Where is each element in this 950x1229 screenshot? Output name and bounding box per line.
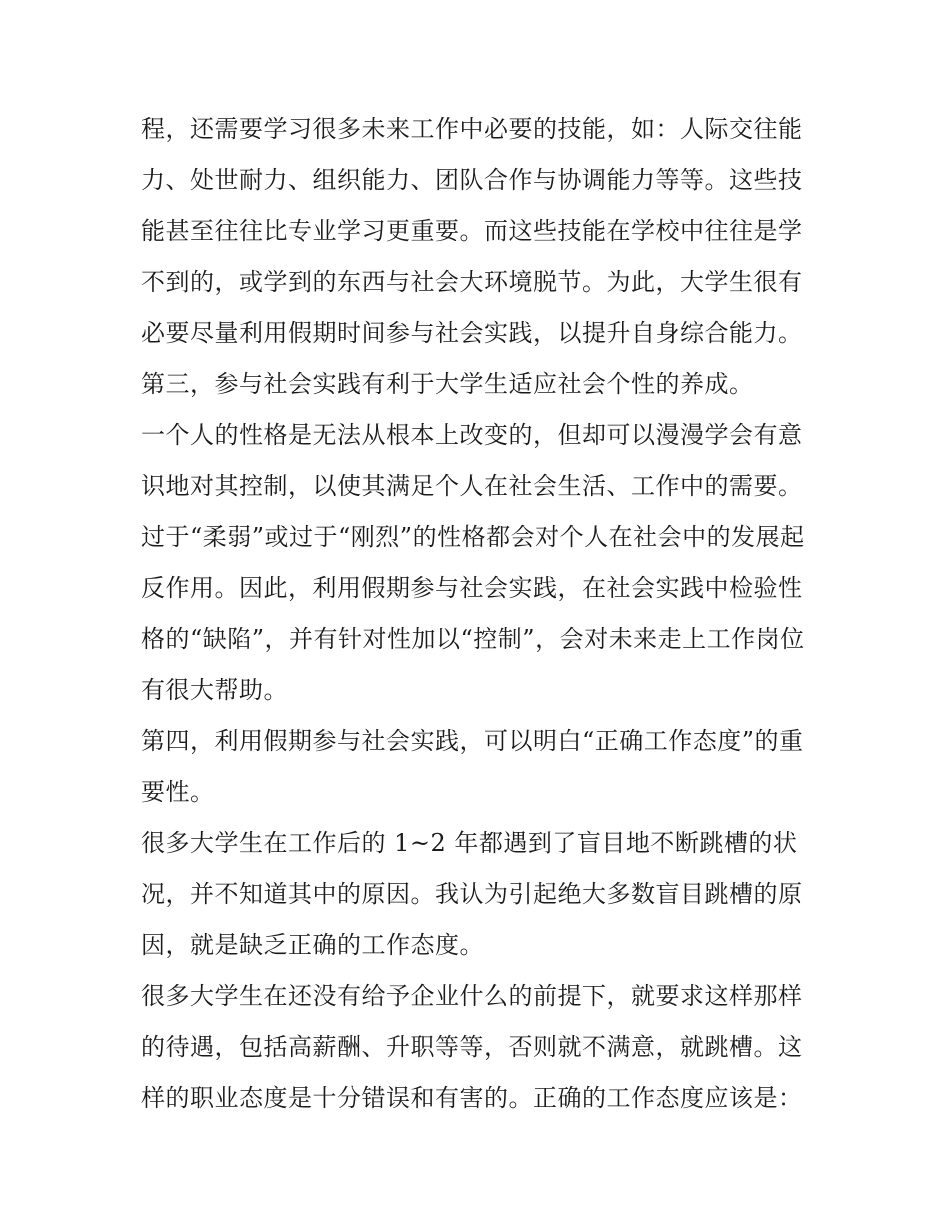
text-line: 况，并不知道其中的原因。我认为引起绝大多数盲目跳槽的原 — [141, 880, 803, 908]
text-line: 因，就是缺乏正确的工作态度。 — [141, 931, 484, 959]
section-heading-three: 第三，参与社会实践有利于大学生适应社会个性的养成。 — [141, 370, 754, 398]
text-line: 识地对其控制，以使其满足个人在社会生活、工作中的需要。 — [141, 472, 803, 500]
text-line: 过于“柔弱”或过于“刚烈”的性格都会对个人在社会中的发展起 — [141, 523, 805, 551]
text-line: 反作用。因此，利用假期参与社会实践，在社会实践中检验性 — [141, 574, 803, 602]
document-body — [141, 104, 821, 1124]
text-line: 程，还需要学习很多未来工作中必要的技能，如：人际交往能 — [141, 115, 803, 143]
text-line: 有很大帮助。 — [141, 676, 288, 704]
text-line: 很多大学生在还没有给予企业什么的前提下，就要求这样那样 — [141, 982, 803, 1010]
text-line: 能甚至往往比专业学习更重要。而这些技能在学校中往往是学 — [141, 217, 803, 245]
text-line: 不到的，或学到的东西与社会大环境脱节。为此，大学生很有 — [141, 268, 803, 296]
text-line: 必要尽量利用假期时间参与社会实践，以提升自身综合能力。 — [141, 319, 803, 347]
text-line: 的待遇，包括高薪酬、升职等等，否则就不满意，就跳槽。这 — [141, 1033, 803, 1061]
text-line: 一个人的性格是无法从根本上改变的，但却可以漫漫学会有意 — [141, 421, 803, 449]
section-heading-four: 第四，利用假期参与社会实践，可以明白“正确工作态度”的重 — [141, 727, 804, 755]
text-line: 样的职业态度是十分错误和有害的。正确的工作态度应该是： — [141, 1084, 803, 1112]
text-line: 力、处世耐力、组织能力、团队合作与协调能力等等。这些技 — [141, 166, 803, 194]
text-line: 格的“缺陷”，并有针对性加以“控制”，会对未来走上工作岗位 — [141, 625, 805, 653]
text-line: 要性。 — [141, 778, 215, 806]
text-line: 很多大学生在工作后的 1~2 年都遇到了盲目地不断跳槽的状 — [141, 829, 798, 857]
